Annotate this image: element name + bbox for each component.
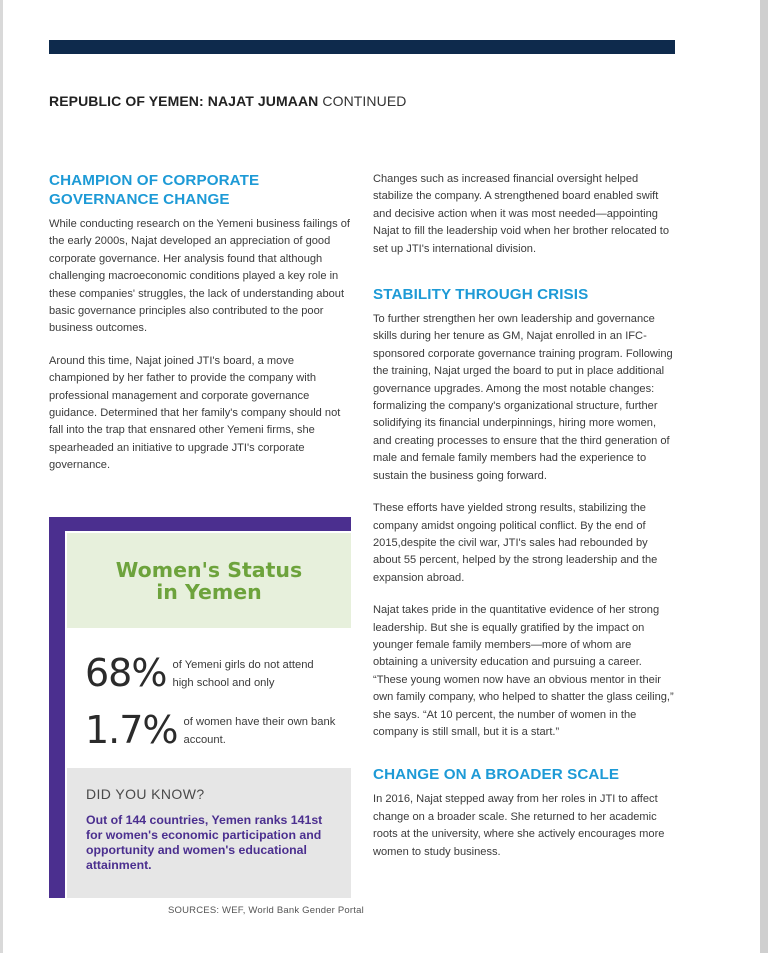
running-head-continued: CONTINUED [322,93,407,109]
stat-row [85,710,344,750]
paragraph: To further strengthen her own leadership and governance skills during her tenure as GM, Najat enrolled in an IFC-sponsored corporate governance training program. Following the training, Najat urged the board to put in place additional governance upgrades. Among the most notable changes: formalizing the company's organizational structure, further solidifying its financial underpinnings, hiring more women, and creating processes to ensure that the third generation of male and female family members had the experience to sustain the business going forward. [373,313,673,482]
sidebar-title-panel [67,533,351,628]
stat-value: 1.7% [85,708,178,752]
paragraph: Around this time, Najat joined JTI's board, a move championed by her father to provide the company with professional management and corporate governance guidance. Determined that her family's company should not fall into the trap that ensnared other Yemeni firms, she spearheaded an initiative to upgrade JTI's corporate governance. [49,354,341,472]
paragraph: These efforts have yielded strong results, stabilizing the company amidst ongoing political conflict. By the end of 2015,despite the civil war, JTI's sales had rebounded by about 55 percent, helped by the strong leadership and the expansion abroad. [373,502,658,584]
sidebar-stats [67,628,351,768]
section-heading-stability: STABILITY THROUGH CRISIS [373,286,589,304]
did-you-know-text: Out of 144 countries, Yemen ranks 141st for women's economic participation and opportunity and women's educational attainment. [86,813,323,872]
heading-line: CHAMPION OF CORPORATE [49,172,260,189]
sidebar-title: in Yemen [156,579,262,604]
womens-status-sidebar [49,517,351,898]
sidebar-left-bar [49,517,65,898]
paragraph: In 2016, Najat stepped away from her roles in JTI to affect change on a broader scale. She returned to her academic roots at the university, where she actively encourages more women to study business. [373,793,665,858]
stat-row [85,653,332,693]
document-page [3,0,760,953]
sidebar-title: Women's Status [115,557,303,582]
left-column [49,171,351,490]
running-head [49,93,407,109]
sidebar-top-bar [49,517,351,531]
sources-note: SOURCES: WEF, World Bank Gender Portal [168,905,364,916]
paragraph: While conducting research on the Yemeni business failings of the early 2000s, Najat developed an appreciation of good corporate governance. Her analysis found that although challenging macroeconomic conditions played a key role in these companies' struggles, the lack of understanding about basic governance principles also contributed to the poor business outcomes. [49,218,350,335]
header-bar [49,40,675,54]
stat-description: of Yemeni girls do not attend high school and only [172,659,314,689]
paragraph: Najat takes pride in the quantitative evidence of her strong leadership. But she is equally gratified by the impact on younger female family members—more of whom are obtaining a university education and pursuing a career. “These young women now have an obvious mentor in their own family company, who helped to shatter the glass ceiling,” she says. “At 10 percent, the number of women in the company is still small, but it is a start.” [373,604,674,738]
section-heading-governance [49,171,351,209]
paragraph: Changes such as increased financial oversight helped stabilize the company. A strengthened board enabled swift and decisive action when it was most needed—appointing Najat to fill the leadership void when her brother relocated to set up JTI's international division. [373,173,670,255]
stat-value: 68% [85,651,167,695]
did-you-know-panel [67,768,351,898]
right-column [373,171,675,876]
heading-line: GOVERNANCE CHANGE [49,191,230,208]
window-edge [760,0,768,953]
running-head-title: REPUBLIC OF YEMEN: NAJAT JUMAAN [49,93,319,109]
did-you-know-heading: DID YOU KNOW? [86,786,205,802]
section-heading-broader-scale: CHANGE ON A BROADER SCALE [373,766,620,784]
stat-description: of women have their own bank account. [183,716,336,746]
